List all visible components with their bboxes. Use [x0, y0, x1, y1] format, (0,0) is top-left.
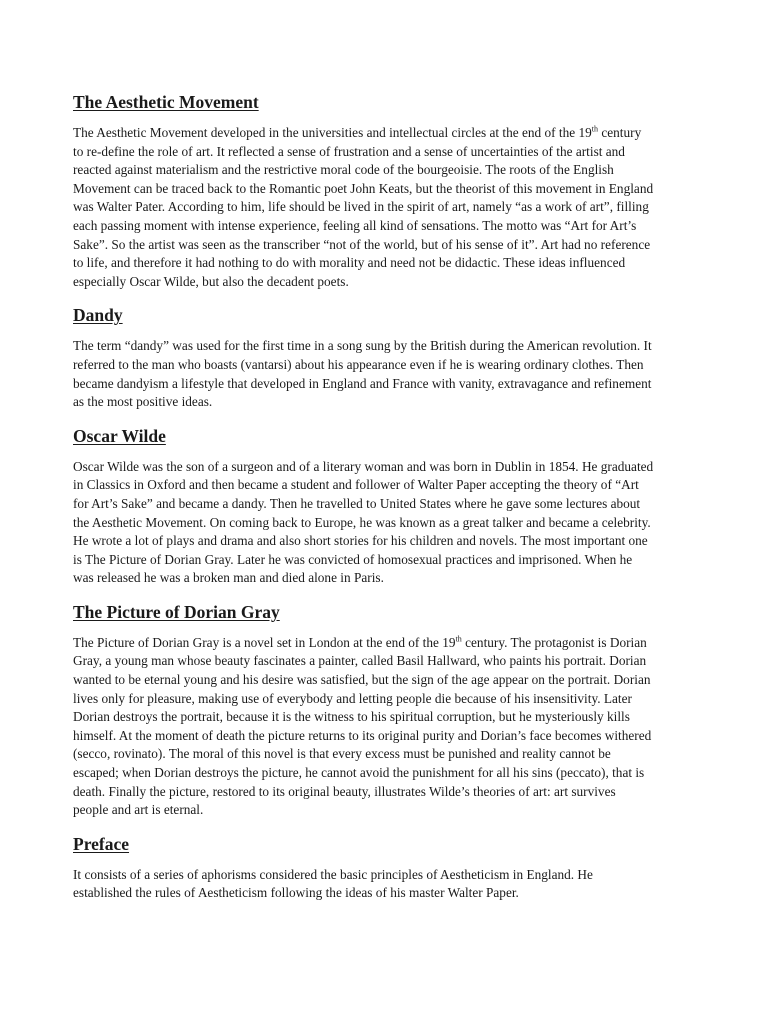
paragraph-line: Dorian destroys the portrait, because it is the witness to his spiritual corruption, but he mysteriously kills — [73, 709, 630, 725]
paragraph-line: was Walter Pater. According to him, life should be lived in the spirit of art, namely “as a work of art”, filling — [73, 199, 649, 215]
section-aesthetic-movement — [73, 91, 695, 291]
paragraph-line: people and art is eternal. — [73, 802, 204, 818]
paragraph-line: became dandyism a lifestyle that developed in England and France with vanity, extravagance and refinement — [73, 375, 652, 391]
paragraph-line: in Classics in Oxford and then became a student and follower of Walter Paper accepting the theory of “Art — [73, 477, 639, 493]
line-text: century. The protagonist is Dorian — [461, 634, 647, 650]
paragraph-line: (secco, rovinato). The moral of this novel is that every excess must be punished and reality cannot be — [73, 746, 611, 762]
section-heading: Dandy — [73, 305, 123, 326]
paragraph-line: death. Finally the picture, restored to its original beauty, illustrates Wilde’s theories of art: art survives — [73, 783, 616, 799]
paragraph-line: referred to the man who boasts (vantarsi) about his appearance even if he is wearing ordinary clothes. Then — [73, 356, 644, 372]
paragraph-line: reacted against materialism and the restrictive moral code of the bourgeoisie. The roots of the English — [73, 162, 614, 178]
section-paragraph — [73, 866, 695, 903]
ordinal-superscript: th — [591, 124, 599, 134]
paragraph-line: himself. At the moment of death the picture returns to its original purity and Dorian’s face becomes withered — [73, 727, 652, 743]
line-text: century — [598, 125, 642, 140]
line-text: The Aesthetic Movement developed in the universities and intellectual circles at the end of the 19 — [73, 125, 592, 140]
paragraph-line — [73, 634, 695, 653]
section-paragraph — [73, 337, 695, 411]
paragraph-line: especially Oscar Wilde, but also the decadent poets. — [73, 273, 349, 289]
paragraph-line: escaped; when Dorian destroys the picture, he cannot avoid the punishment for all his sins (peccato), that is — [73, 765, 645, 781]
paragraph-line: for Art’s Sake” and became a dandy. Then he travelled to United States where he gave some lectures about — [73, 495, 641, 511]
section-paragraph — [73, 124, 695, 291]
paragraph-line: to life, and therefore it had nothing to do with morality and need not be didactic. These ideas influenced — [73, 255, 626, 271]
paragraph-line: Gray, a young man whose beauty fascinates a painter, called Basil Hallward, who paints his portrait. Dorian — [73, 653, 647, 669]
paragraph-line: established the rules of Aestheticism following the ideas of his master Walter Paper. — [73, 885, 519, 901]
paragraph-line: to re-define the role of art. It reflected a sense of frustration and a sense of uncertainties of the artist and — [73, 143, 625, 159]
section-paragraph — [73, 634, 695, 820]
line-text: The Picture of Dorian Gray is a novel set in London at the end of the 19 — [73, 634, 456, 650]
paragraph-line: wanted to be eternal young and his desire was satisfied, but the sign of the age appear on the portrait. Dorian — [73, 672, 651, 688]
paragraph-line: Sake”. So the artist was seen as the transcriber “not of the world, but of his sense of it”. Art had no reference — [73, 236, 651, 252]
paragraph-line: lives only for pleasure, making use of everybody and letting people die because of his insensitivity. Later — [73, 690, 632, 706]
section-preface — [73, 833, 695, 903]
section-oscar-wilde — [73, 425, 695, 588]
paragraph-line: Oscar Wilde was the son of a surgeon and of a literary woman and was born in Dublin in 1854. He graduated — [73, 458, 654, 474]
paragraph-line: was released he was a broken man and died alone in Paris. — [73, 570, 384, 586]
paragraph-line: is The Picture of Dorian Gray. Later he was convicted of homosexual practices and imprisoned. When he — [73, 551, 633, 567]
section-heading: The Aesthetic Movement — [73, 92, 259, 112]
paragraph-line: Movement can be traced back to the Romantic poet John Keats, but the theorist of this movement in England — [73, 180, 654, 196]
paragraph-line: The term “dandy” was used for the first time in a song sung by the British during the American revolution. It — [73, 338, 652, 354]
section-heading: The Picture of Dorian Gray — [73, 601, 280, 622]
section-heading: Preface — [73, 833, 130, 854]
section-paragraph — [73, 458, 695, 588]
paragraph-line: He wrote a lot of plays and drama and also short stories for his children and novels. The most important one — [73, 533, 648, 549]
paragraph-line: the Aesthetic Movement. On coming back to Europe, he was known as a great talker and became a celebrity. — [73, 514, 651, 530]
paragraph-line — [73, 124, 695, 143]
section-dandy — [73, 304, 695, 411]
ordinal-superscript: th — [455, 634, 462, 644]
paragraph-line: It consists of a series of aphorisms considered the basic principles of Aestheticism in England. He — [73, 866, 593, 882]
section-dorian-gray — [73, 601, 695, 820]
paragraph-line: each passing moment with intense experience, feeling all kind of sensations. The motto was “Art for Art’s — [73, 217, 637, 233]
document-page — [73, 91, 695, 903]
paragraph-line: as the most positive ideas. — [73, 394, 213, 410]
section-heading: Oscar Wilde — [73, 425, 166, 446]
